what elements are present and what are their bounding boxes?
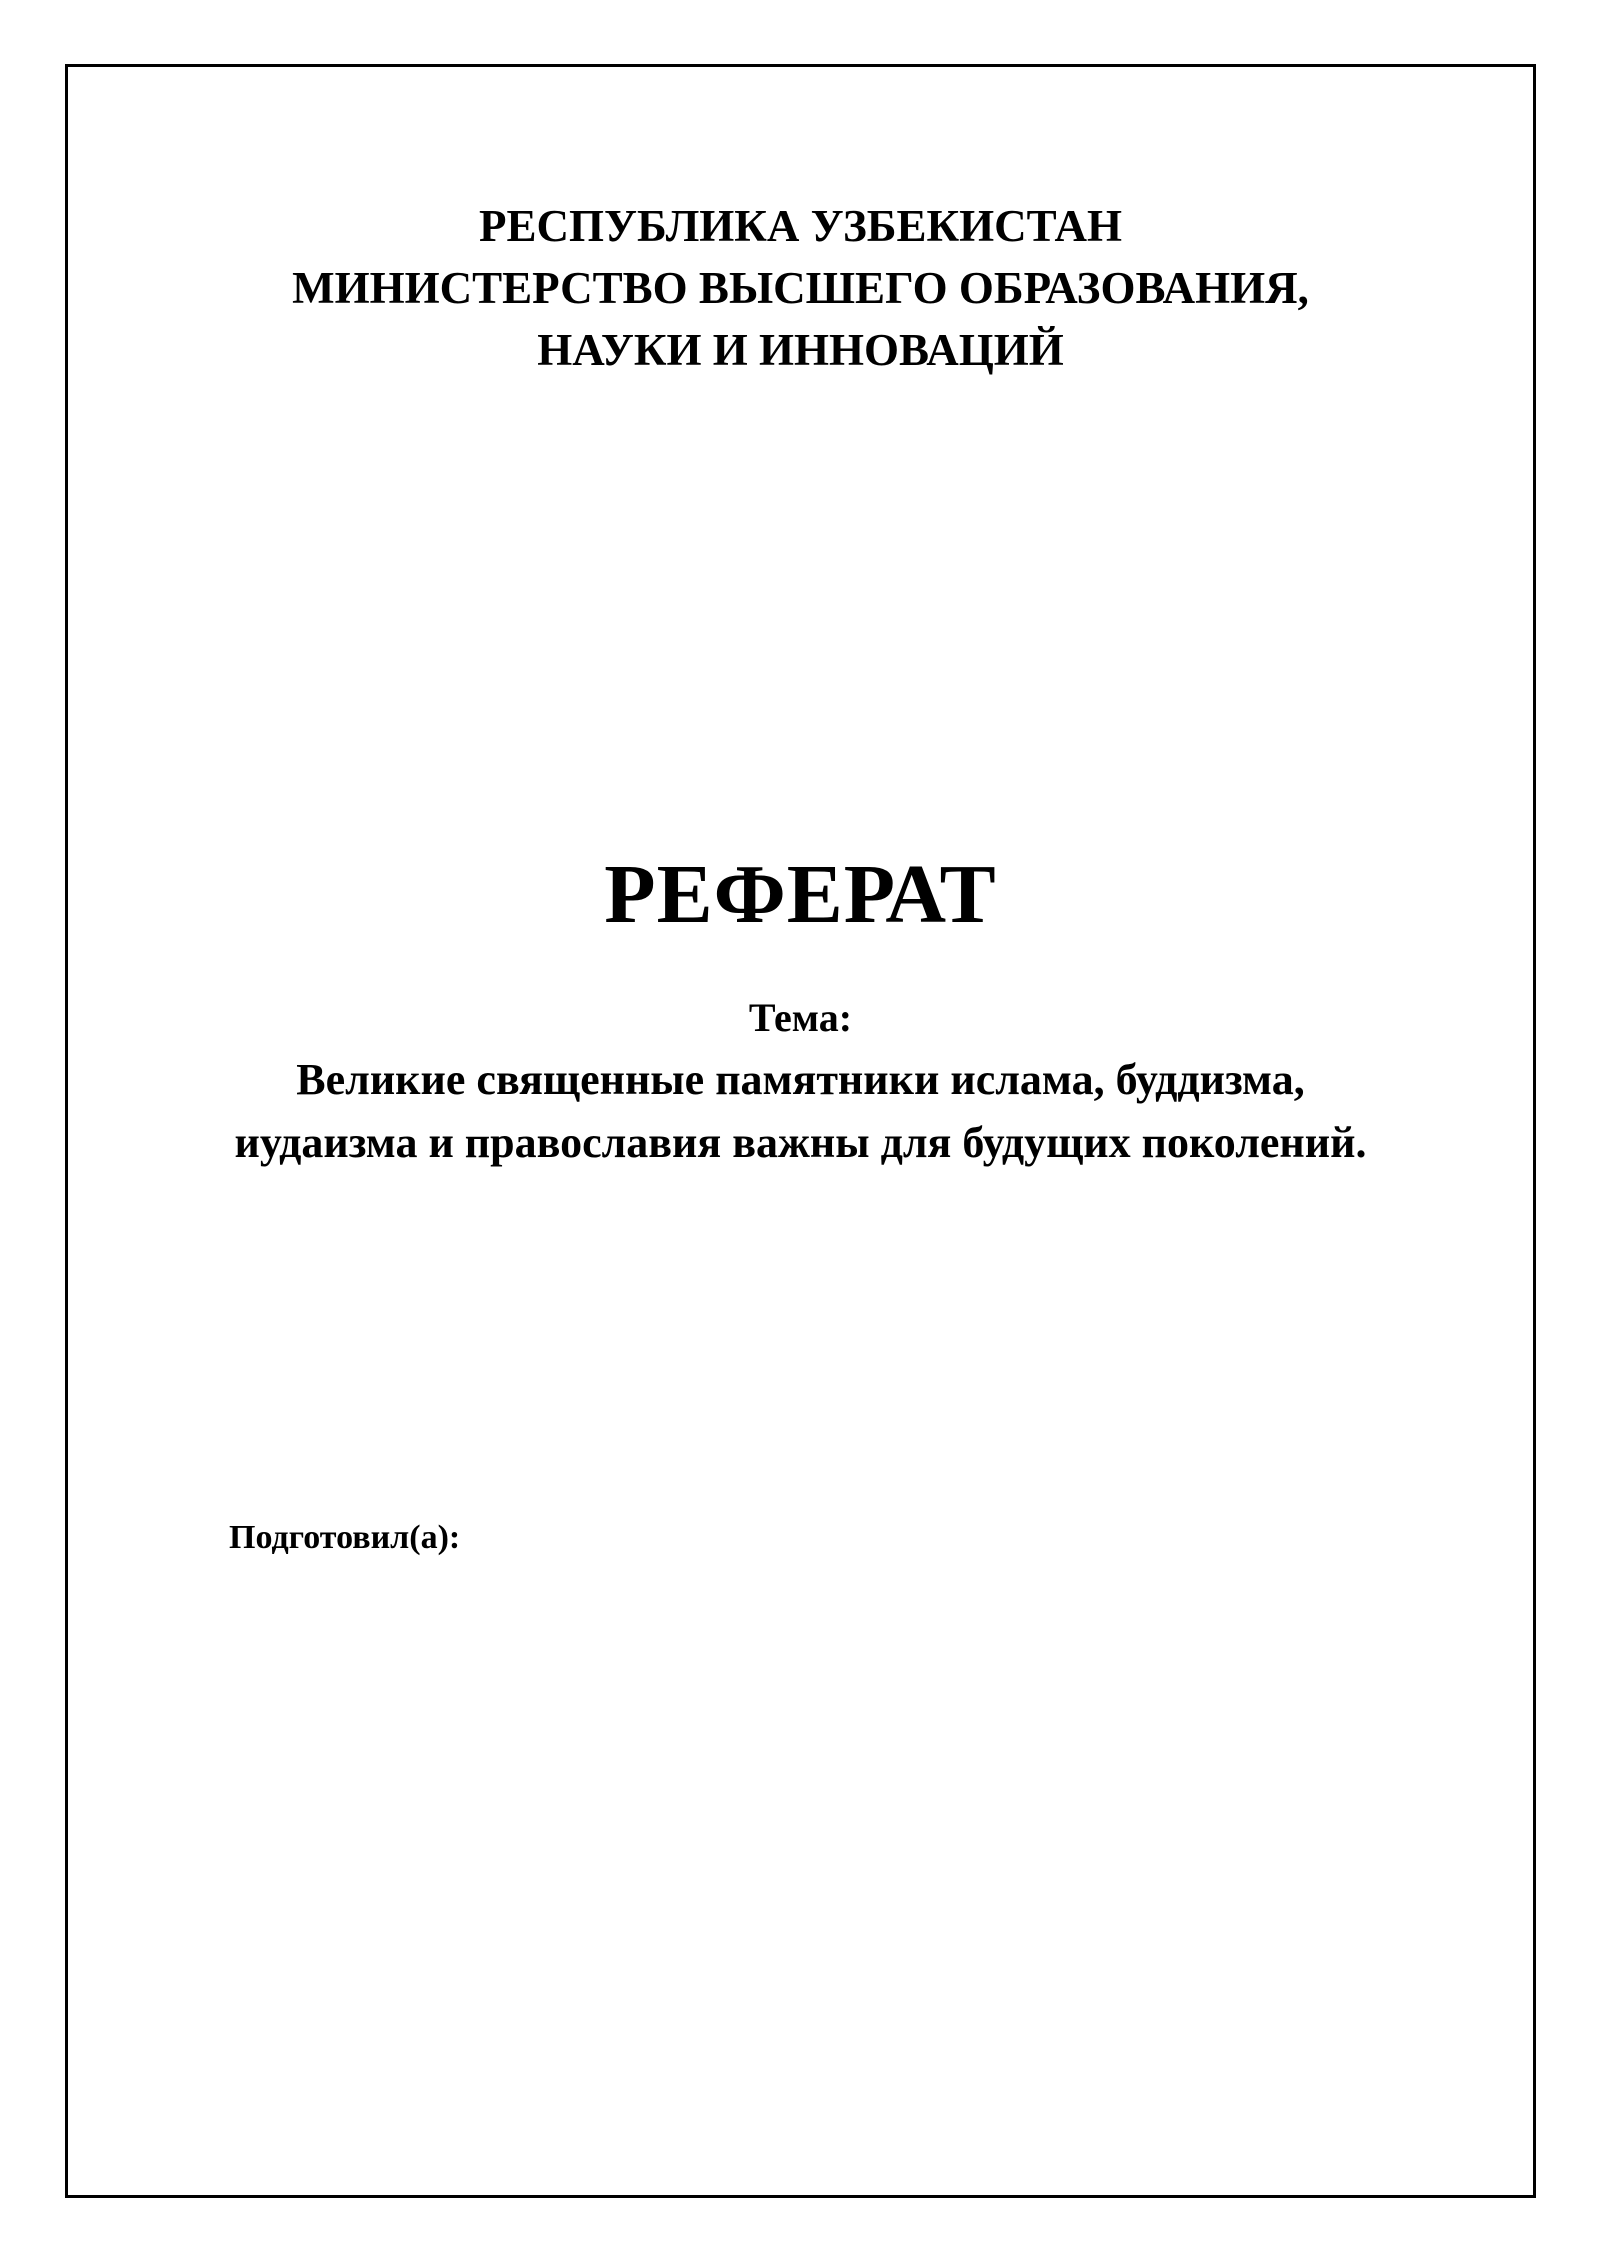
- document-title: РЕФЕРАТ: [604, 848, 997, 941]
- header-ministry: МИНИСТЕРСТВО ВЫСШЕГО ОБРАЗОВАНИЯ,: [292, 263, 1309, 313]
- topic-block: [65, 988, 1536, 1174]
- prepared-by-label: Подготовил(а):: [229, 1519, 461, 1556]
- institution-header: [65, 195, 1536, 381]
- header-country: РЕСПУБЛИКА УЗБЕКИСТАН: [479, 201, 1122, 251]
- topic-line-1: Великие священные памятники ислама, буддизма,: [296, 1055, 1305, 1104]
- header-ministry-continued: НАУКИ И ИННОВАЦИЙ: [537, 325, 1064, 375]
- topic-line-2: иудаизма и православия важны для будущих поколений.: [234, 1118, 1367, 1167]
- topic-label: Тема:: [748, 995, 853, 1040]
